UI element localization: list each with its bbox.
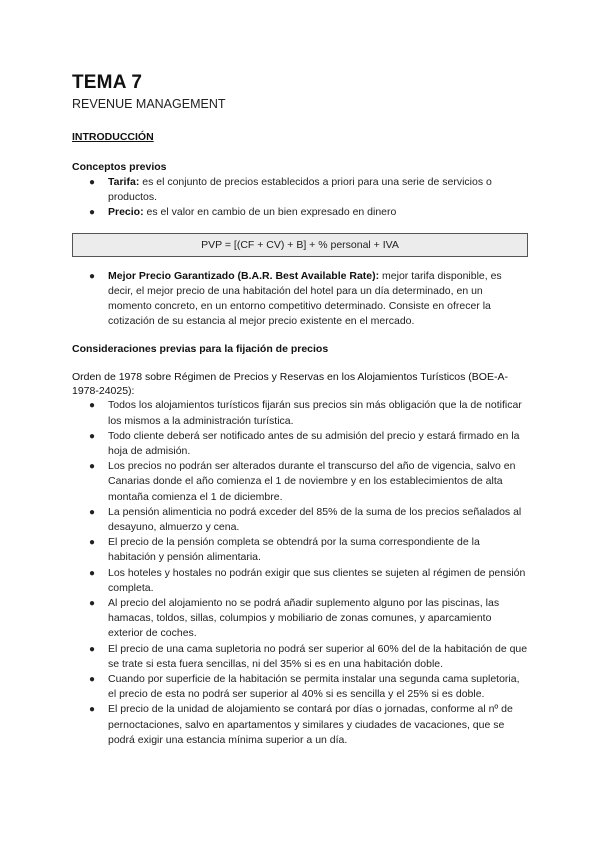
bullet-icon: ●: [89, 674, 96, 686]
list-item: [72, 535, 528, 565]
consideraciones-heading: Consideraciones previas para la fijación de precios: [72, 343, 329, 356]
list-item: [72, 642, 528, 672]
term-mejor-precio: Mejor Precio Garantizado (B.A.R. Best Available Rate):: [108, 269, 380, 282]
pvp-formula: PVP = [(CF + CV) + B] + % personal + IVA: [72, 233, 528, 257]
bullet-icon: ●: [89, 643, 96, 655]
orden-item-text: Todos los alojamientos turísticos fijarán sus precios sin más obligación que la de notificar los mismos a la administración turística.: [108, 399, 522, 427]
bullet-icon: ●: [89, 177, 96, 188]
list-item: [72, 596, 528, 642]
list-item: [72, 702, 528, 748]
bullet-icon: ●: [89, 430, 96, 442]
document-subtitle: REVENUE MANAGEMENT: [72, 97, 226, 111]
conceptos-list: [72, 175, 528, 221]
orden-item-text: Los hoteles y hostales no podrán exigir que sus clientes se sujeten al régimen de pensión completa.: [108, 566, 526, 594]
orden-item-text: Cuando por superficie de la habitación se permita instalar una segunda cama supletoria, el precio de esta no podrá ser superior al 40% si es sencilla y el 25% si es doble.: [108, 673, 520, 701]
bullet-icon: ●: [89, 207, 96, 219]
document-title: TEMA 7: [72, 72, 143, 93]
list-item: [72, 672, 528, 702]
list-item: [72, 429, 528, 459]
list-item: [72, 175, 528, 205]
list-item: [72, 205, 528, 220]
list-item: [72, 459, 528, 505]
intro-heading: INTRODUCCIÓN: [72, 131, 154, 143]
list-item: [72, 398, 528, 428]
list-item: [72, 269, 528, 330]
term-precio: Precio:: [108, 206, 144, 219]
conceptos-heading: Conceptos previos: [72, 161, 167, 173]
term-tarifa: Tarifa:: [108, 176, 140, 188]
orden-item-text: El precio de una cama supletoria no podrá ser superior al 60% del de la habitación de que se trate si esta fuera sencillas, ni del 35% si es en una habitación doble.: [108, 642, 528, 670]
definition-precio: es el valor en cambio de un bien expresado en dinero: [143, 206, 397, 219]
orden-item-text: La pensión alimenticia no podrá exceder del 85% de la suma de los precios señalados al desayuno, almuerzo y cena.: [108, 505, 522, 534]
list-item: [72, 505, 528, 535]
bullet-icon: ●: [89, 461, 96, 473]
bullet-icon: ●: [89, 537, 96, 549]
definition-mejor-precio: mejor tarifa disponible, es decir, el mejor precio de una habitación del hotel para un día determinado, en un momento concreto, en un entorno competitivo determinado. Consiste en ofrecer la cotización de su estancia al mejor precio existente en el mercado.: [108, 269, 502, 328]
orden-item-text: Los precios no podrán ser alterados durante el transcurso del año de vigencia, salvo en Canarias donde el año comienza el 1 de noviembre y en los establecimientos de alta montaña comienza el 1 de diciembre.: [108, 460, 516, 503]
bullet-icon: ●: [89, 598, 96, 610]
bullet-icon: ●: [89, 270, 96, 282]
orden-list: [72, 398, 528, 748]
orden-heading: Orden de 1978 sobre Régimen de Precios y Reservas en los Alojamientos Turísticos (BOE-A-1978-24025):: [72, 371, 508, 398]
bullet-icon: ●: [89, 400, 96, 412]
mejor-precio-list: [72, 269, 528, 330]
list-item: [72, 566, 528, 596]
definition-tarifa: es el conjunto de precios establecidos a priori para una serie de servicios o productos.: [108, 176, 492, 204]
orden-item-text: El precio de la unidad de alojamiento se contará por días o jornadas, conforme al nº de pernoctaciones, salvo en apartamentos y similares y ciudades de vacaciones, que se podrá exigir una estancia mínima superior a un día.: [108, 703, 513, 746]
bullet-icon: ●: [89, 704, 96, 716]
bullet-icon: ●: [89, 506, 96, 518]
orden-item-text: El precio de la pensión completa se obtendrá por la suma correspondiente de la habitación y pensión alimentaria.: [108, 536, 480, 564]
orden-item-text: Al precio del alojamiento no se podrá añadir suplemento alguno por las piscinas, las hamacas, toldos, sillas, columpios y mobiliario de zonas comunes, y aparcamiento exterior de coches.: [108, 597, 500, 640]
bullet-icon: ●: [89, 567, 96, 579]
orden-item-text: Todo cliente deberá ser notificado antes de su admisión del precio y estará firmado en la hoja de admisión.: [108, 429, 520, 458]
